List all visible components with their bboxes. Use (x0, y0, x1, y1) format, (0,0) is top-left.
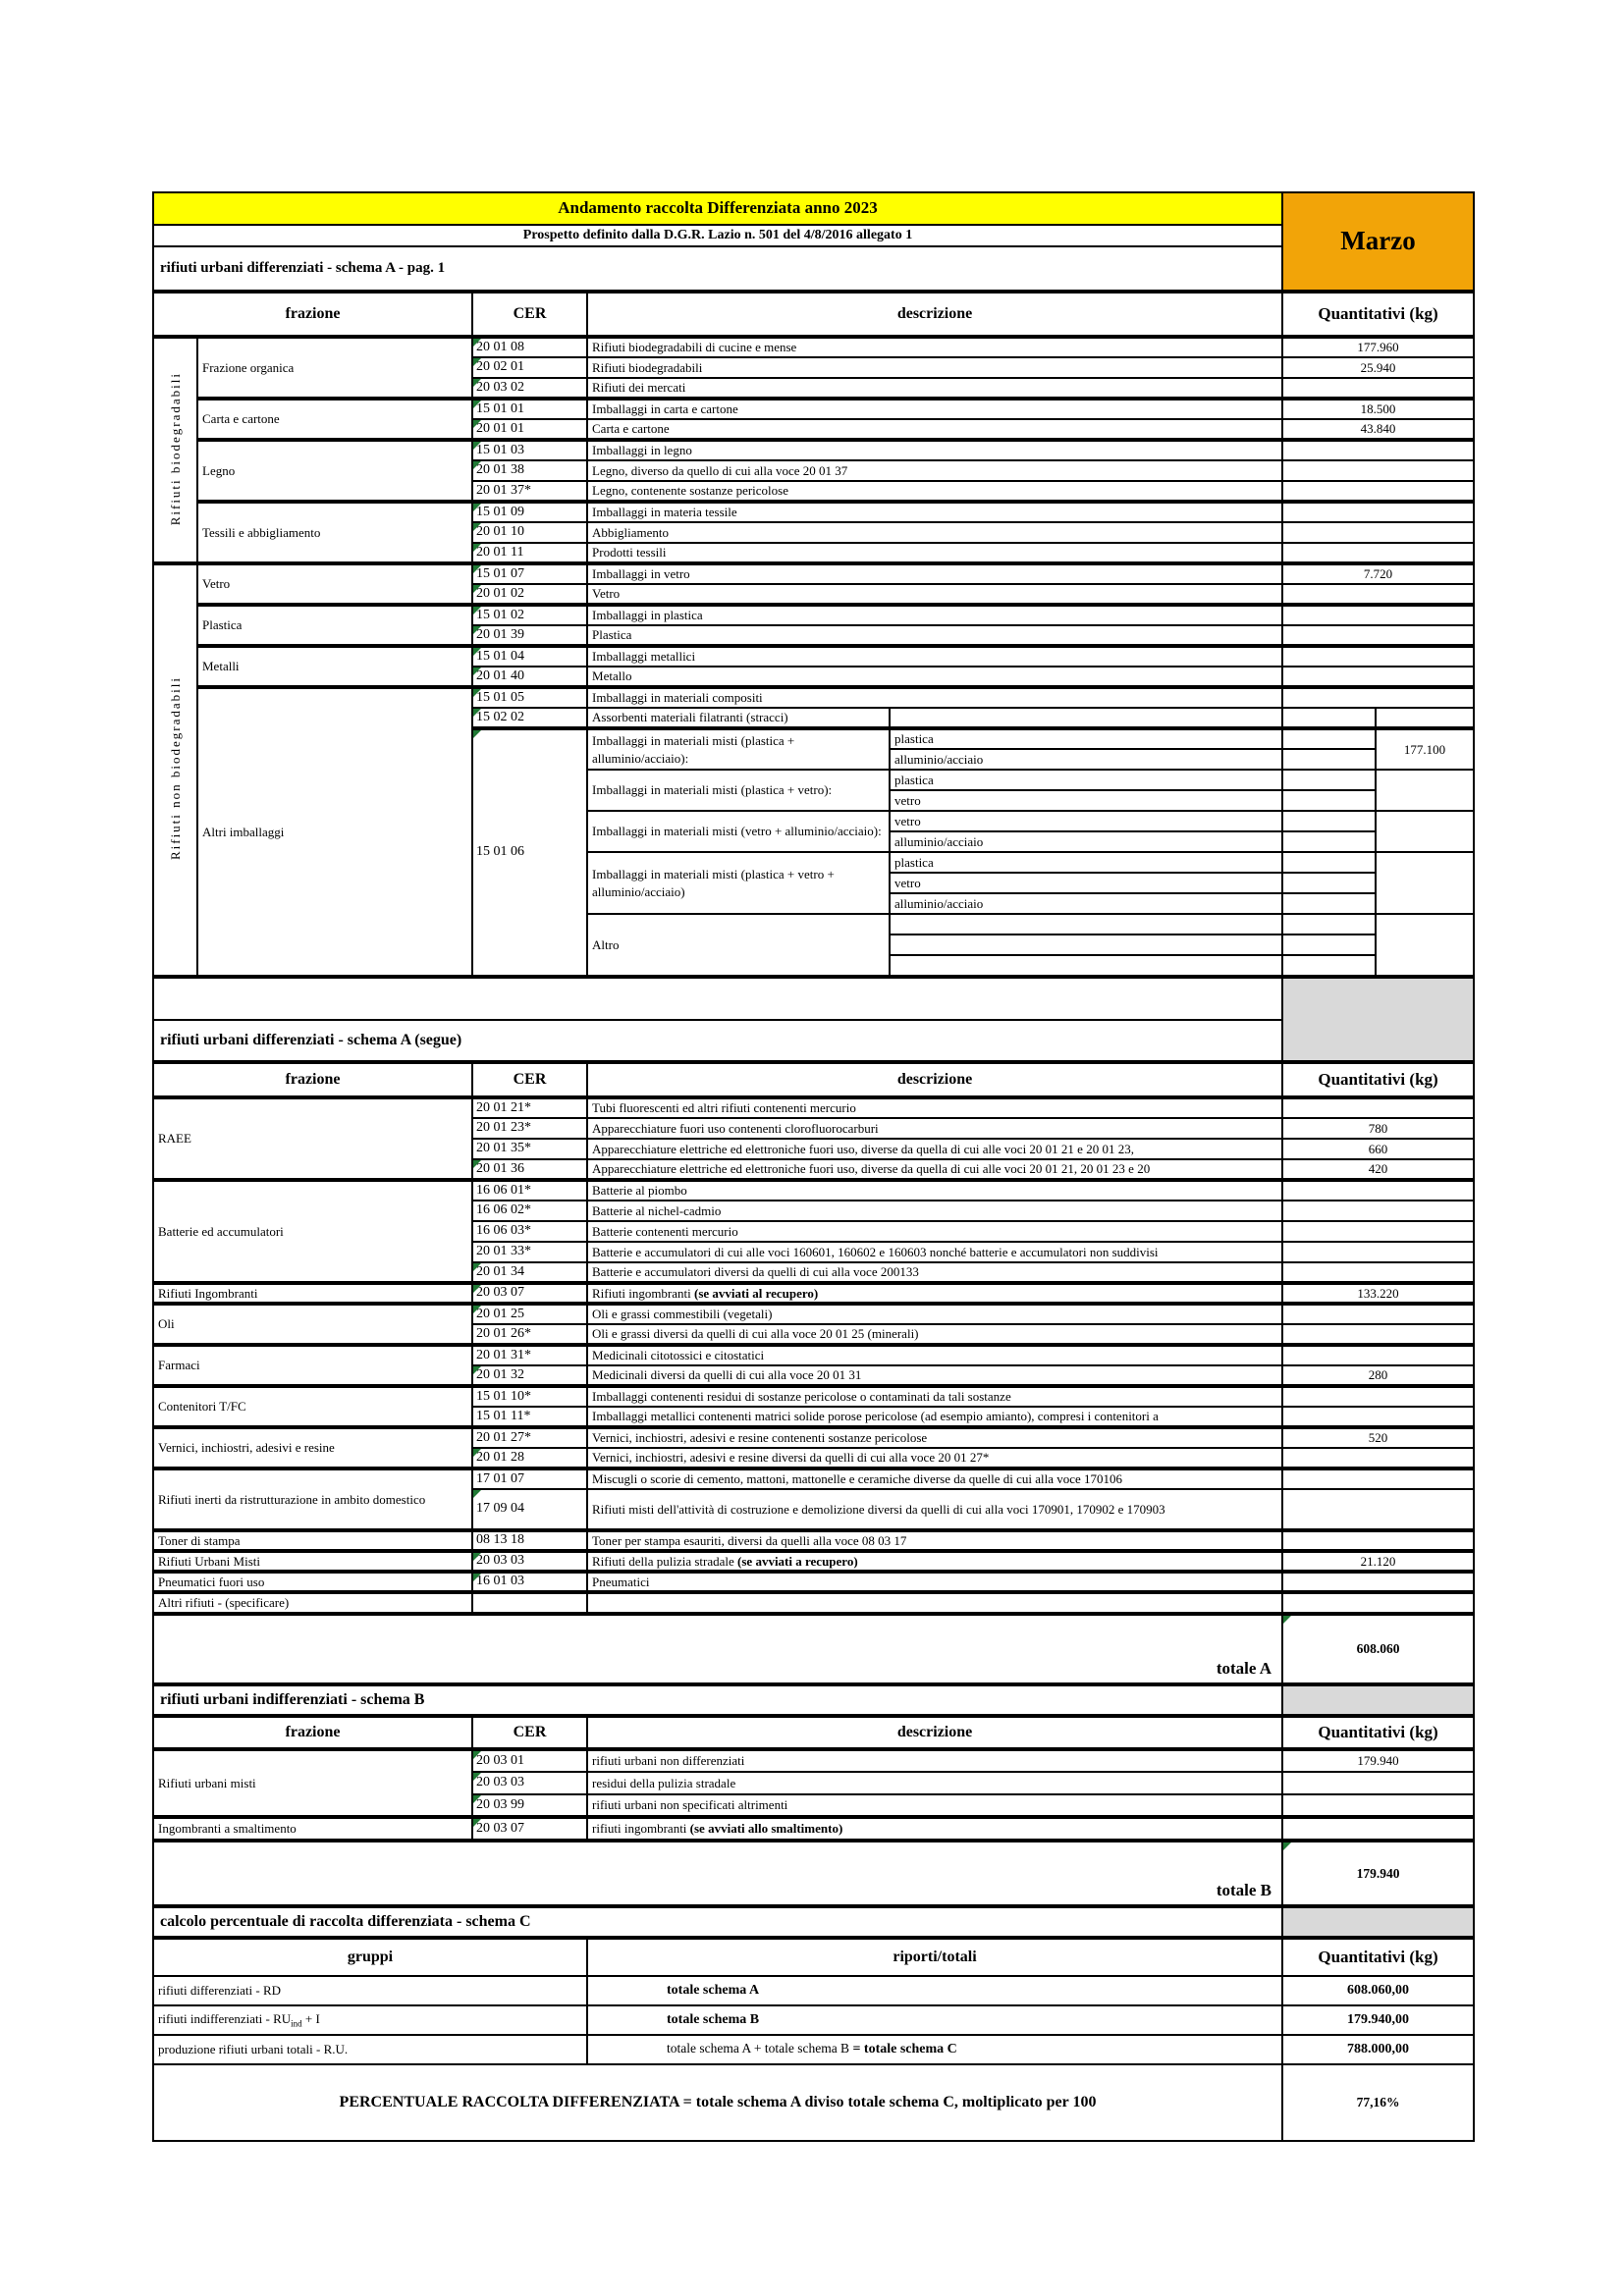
schema-b-table (152, 1716, 1475, 1841)
totale-b-label: totale B (153, 1842, 1282, 1905)
table-row (153, 1530, 1474, 1551)
desc-label-cell: Altro (587, 914, 890, 976)
desc-cell: Medicinali diversi da quelli di cui alla voce 20 01 31 (587, 1365, 1282, 1386)
qty-cell: 43.840 (1282, 419, 1474, 440)
qty-cell (1282, 1448, 1474, 1468)
desc-cell: Rifiuti biodegradabili (587, 357, 1282, 378)
cer-cell: 20 01 31* (472, 1345, 587, 1365)
desc-cell: residui della pulizia stradale (587, 1772, 1282, 1794)
col-header-descrizione: descrizione (587, 293, 1282, 337)
qty-inner-cell (1282, 893, 1376, 914)
desc-cell: Apparecchiature elettriche ed elettroniche fuori uso, diverse da quella di cui alle voci 20 01 21 e 20 01 23, (587, 1139, 1282, 1159)
qty-cell (1282, 625, 1474, 646)
desc-cell: Imballaggi in legno (587, 440, 1282, 460)
material-cell: alluminio/acciaio (890, 831, 1282, 852)
desc-cell: Imballaggi in carta e cartone (587, 399, 1282, 419)
desc-cell: Imballaggi metallici (587, 646, 1282, 667)
qty-cell (1282, 1468, 1474, 1489)
cer-cell: 20 01 34 (472, 1262, 587, 1283)
table-row (153, 399, 1474, 419)
qty-inner-cell (1282, 934, 1376, 955)
material-cell: vetro (890, 873, 1282, 893)
desc-cell: Rifiuti ingombranti (se avviati al recupero) (587, 1283, 1282, 1304)
qty-cell (1282, 1242, 1474, 1262)
frazione-cell: Altri rifiuti - (specificare) (153, 1592, 472, 1613)
desc-cell: Batterie e accumulatori diversi da quelli di cui alla voce 200133 (587, 1262, 1282, 1283)
frazione-cell: Ingombranti a smaltimento (153, 1817, 472, 1840)
cer-cell: 15 01 03 (472, 440, 587, 460)
cer-cell: 20 02 01 (472, 357, 587, 378)
gruppo-text: rifiuti indifferenziati - RU (158, 2010, 292, 2026)
waste-report-sheet (152, 191, 1473, 2142)
cer-cell: 20 01 32 (472, 1365, 587, 1386)
schema-c-title: calcolo percentuale di raccolta differenziata - schema C (153, 1907, 1282, 1937)
percent-value: 77,16% (1282, 2064, 1474, 2141)
qty-cell (1282, 1772, 1474, 1794)
table-row (153, 1283, 1474, 1304)
qty-inner-cell (1282, 728, 1376, 749)
frazione-cell: Contenitori T/FC (153, 1386, 472, 1427)
qty-cell (1282, 1097, 1474, 1118)
qty-cell (1282, 1386, 1474, 1407)
cer-cell: 20 03 07 (472, 1283, 587, 1304)
qty-cell (1282, 687, 1474, 708)
desc-cell: Legno, diverso da quello di cui alla voce 20 01 37 (587, 460, 1282, 481)
cer-cell: 16 06 03* (472, 1221, 587, 1242)
cer-cell: 20 03 03 (472, 1772, 587, 1794)
qty-inner-cell (1282, 749, 1376, 770)
schema-c-table (152, 1938, 1475, 2142)
table-row (153, 563, 1474, 584)
desc-cell: Vernici, inchiostri, adesivi e resine contenenti sostanze pericolose (587, 1427, 1282, 1448)
qty-cell (1282, 1262, 1474, 1283)
desc-label-cell: Imballaggi in materiali misti (plastica + vetro + alluminio/acciaio) (587, 852, 890, 914)
qty-cell (1282, 1794, 1474, 1817)
frazione-cell: Metalli (197, 646, 472, 687)
cer-cell: 20 03 03 (472, 1551, 587, 1572)
table-row (153, 440, 1474, 460)
qty-outer-cell (1376, 811, 1474, 852)
cer-cell: 15 02 02 (472, 708, 587, 728)
desc-cell: Imballaggi in materiali compositi (587, 687, 1282, 708)
cer-cell (472, 1592, 587, 1613)
schema-c-title-row (152, 1906, 1475, 1938)
qty-outer-cell (1376, 914, 1474, 976)
material-cell: plastica (890, 770, 1282, 790)
percent-label: PERCENTUALE RACCOLTA DIFFERENZIATA = totale schema A diviso totale schema C, moltiplicato per 100 (153, 2064, 1282, 2141)
desc-cell: Rifiuti biodegradabili di cucine e mense (587, 337, 1282, 357)
qty-inner-cell (1282, 790, 1376, 811)
desc-label-cell: Imballaggi in materiali misti (vetro + alluminio/acciaio): (587, 811, 890, 852)
desc-cell: rifiuti ingombranti (se avviati allo smaltimento) (587, 1817, 1282, 1840)
desc-cell: Toner per stampa esauriti, diversi da quelli alla voce 08 03 17 (587, 1530, 1282, 1551)
cer-cell: 20 01 39 (472, 625, 587, 646)
desc-cell: Oli e grassi commestibili (vegetali) (587, 1304, 1282, 1324)
cer-cell: 20 01 37* (472, 481, 587, 502)
desc-cell: Batterie e accumulatori di cui alle voci 160601, 160602 e 160603 nonché batterie e accumulatori non suddivisi (587, 1242, 1282, 1262)
cer-cell: 20 01 26* (472, 1324, 587, 1345)
table-row (153, 1572, 1474, 1592)
frazione-cell: Rifiuti Ingombranti (153, 1283, 472, 1304)
desc-cell: Oli e grassi diversi da quelli di cui alla voce 20 01 25 (minerali) (587, 1324, 1282, 1345)
gruppo-cell (153, 2005, 587, 2035)
qty-cell (1282, 378, 1474, 399)
schema-a-segue-title: rifiuti urbani differenziati - schema A (segue) (153, 1020, 1282, 1061)
table-row (153, 1097, 1474, 1118)
schema-b-title: rifiuti urbani indifferenziati - schema B (153, 1685, 1282, 1715)
frazione-cell: Farmaci (153, 1345, 472, 1386)
qty-cell (1282, 1324, 1474, 1345)
gruppo-cell: rifiuti differenziati - RD (153, 1976, 587, 2005)
desc-cell: Medicinali citotossici e citostatici (587, 1345, 1282, 1365)
table-row (153, 605, 1474, 625)
frazione-cell: Frazione organica (197, 337, 472, 399)
schema-b-title-row (152, 1684, 1475, 1716)
desc-cell: Carta e cartone (587, 419, 1282, 440)
qty-cell: 780 (1282, 1118, 1474, 1139)
desc-cell: Batterie contenenti mercurio (587, 1221, 1282, 1242)
riporto-cell: totale schema A (587, 1976, 1282, 2005)
cer-cell: 20 01 40 (472, 667, 587, 687)
desc-cell: Prodotti tessili (587, 543, 1282, 563)
col-header-frazione: frazione (153, 1063, 472, 1097)
frazione-cell: Plastica (197, 605, 472, 646)
desc-cell: rifiuti urbani non specificati altrimenti (587, 1794, 1282, 1817)
cer-cell: 15 01 06 (472, 728, 587, 976)
material-cell: plastica (890, 728, 1282, 749)
cer-cell: 15 01 10* (472, 1386, 587, 1407)
totale-a-row (152, 1614, 1475, 1684)
frazione-cell: Vetro (197, 563, 472, 605)
desc-cell: Vetro (587, 584, 1282, 605)
cer-cell: 08 13 18 (472, 1530, 587, 1551)
qty-cell: 788.000,00 (1282, 2035, 1474, 2064)
cer-cell: 20 01 02 (472, 584, 587, 605)
col-header-quantitativi: Quantitativi (kg) (1282, 293, 1474, 337)
gruppo-subscript: ind (291, 2018, 302, 2029)
col-header-cer: CER (472, 293, 587, 337)
cer-cell: 15 01 07 (472, 563, 587, 584)
schema-a2-table (152, 1062, 1475, 1614)
table-row (153, 646, 1474, 667)
totale-b-row (152, 1841, 1475, 1906)
totale-b-qty: 179.940 (1282, 1842, 1474, 1905)
cer-cell: 17 09 04 (472, 1489, 587, 1530)
riporto-cell (587, 2035, 1282, 2064)
desc-cell: Apparecchiature fuori uso contenenti clorofluorocarburi (587, 1118, 1282, 1139)
gray-spacer-cell (1282, 1685, 1474, 1715)
table-row (153, 1180, 1474, 1201)
material-cell: plastica (890, 852, 1282, 873)
cer-cell: 20 03 07 (472, 1817, 587, 1840)
cer-cell: 20 03 99 (472, 1794, 587, 1817)
cer-cell: 20 01 27* (472, 1427, 587, 1448)
schema-a1-table (152, 292, 1475, 977)
cer-cell: 20 03 02 (472, 378, 587, 399)
table-row (153, 1427, 1474, 1448)
cer-cell: 15 01 04 (472, 646, 587, 667)
qty-cell: 280 (1282, 1365, 1474, 1386)
gray-spacer-cell (1282, 1907, 1474, 1937)
cer-cell: 16 06 01* (472, 1180, 587, 1201)
desc-cell: Abbigliamento (587, 522, 1282, 543)
qty-cell (1282, 1180, 1474, 1201)
totale-a-label: totale A (153, 1615, 1282, 1683)
cer-cell: 20 01 28 (472, 1448, 587, 1468)
qty-cell: 608.060,00 (1282, 1976, 1474, 2005)
frazione-cell: Tessili e abbigliamento (197, 502, 472, 563)
report-subtitle: Prospetto definito dalla D.G.R. Lazio n. 501 del 4/8/2016 allegato 1 (153, 225, 1282, 246)
qty-inner-cell (1282, 831, 1376, 852)
frazione-cell: Toner di stampa (153, 1530, 472, 1551)
schema-a-segue-band (152, 977, 1475, 1062)
frazione-cell: Rifiuti inerti da ristrutturazione in ambito domestico (153, 1468, 472, 1530)
qty-cell (1282, 1201, 1474, 1221)
qty-cell (1282, 584, 1474, 605)
percent-row (153, 2064, 1474, 2141)
frazione-cell: RAEE (153, 1097, 472, 1180)
desc-cell: Rifiuti della pulizia stradale (se avviati a recupero) (587, 1551, 1282, 1572)
qty-cell (1282, 1221, 1474, 1242)
qty-outer-cell (1376, 852, 1474, 914)
table-row (153, 1386, 1474, 1407)
material-cell (890, 708, 1282, 728)
month-badge: Marzo (1282, 192, 1474, 291)
col-header-quantitativi: Quantitativi (kg) (1282, 1063, 1474, 1097)
gruppo-cell: produzione rifiuti urbani totali - R.U. (153, 2035, 587, 2064)
table-row (153, 1468, 1474, 1489)
cer-cell: 20 01 36 (472, 1159, 587, 1180)
qty-cell: 179.940 (1282, 1749, 1474, 1772)
qty-cell: 133.220 (1282, 1283, 1474, 1304)
table-row (153, 1304, 1474, 1324)
desc-cell: Miscugli o scorie di cemento, mattoni, mattonelle e ceramiche diverse da quelle di cui alla voce 170106 (587, 1468, 1282, 1489)
qty-cell: 420 (1282, 1159, 1474, 1180)
table-row (153, 1551, 1474, 1572)
report-title: Andamento raccolta Differenziata anno 2023 (153, 192, 1282, 225)
col-header-frazione: frazione (153, 293, 472, 337)
desc-label-cell: Imballaggi in materiali misti (plastica + alluminio/acciaio): (587, 728, 890, 770)
frazione-cell: Pneumatici fuori uso (153, 1572, 472, 1592)
qty-cell (1282, 1345, 1474, 1365)
table-row (153, 502, 1474, 522)
qty-cell (1282, 543, 1474, 563)
desc-cell: Batterie al piombo (587, 1180, 1282, 1201)
table-row (153, 1345, 1474, 1365)
cer-cell: 15 01 01 (472, 399, 587, 419)
qty-inner-cell (1282, 852, 1376, 873)
category-vertical-label: Rifiuti non biodegradabili (153, 563, 197, 976)
riporto-total-text: = totale schema C (852, 2042, 957, 2057)
qty-inner-cell (1282, 770, 1376, 790)
qty-inner-cell (1282, 914, 1376, 934)
col-header-cer: CER (472, 1717, 587, 1749)
desc-label-cell: Assorbenti materiali filatranti (stracci) (587, 708, 890, 728)
desc-cell: Imballaggi in vetro (587, 563, 1282, 584)
material-cell: vetro (890, 811, 1282, 831)
table-row (153, 2035, 1474, 2064)
qty-cell (1282, 1489, 1474, 1530)
material-cell: alluminio/acciaio (890, 893, 1282, 914)
schema-a-title: rifiuti urbani differenziati - schema A - pag. 1 (153, 246, 1282, 291)
desc-cell: Metallo (587, 667, 1282, 687)
cer-cell: 15 01 02 (472, 605, 587, 625)
material-cell (890, 955, 1282, 976)
qty-cell: 179.940,00 (1282, 2005, 1474, 2035)
desc-cell: Legno, contenente sostanze pericolose (587, 481, 1282, 502)
qty-cell (1282, 667, 1474, 687)
cer-cell: 20 01 25 (472, 1304, 587, 1324)
cer-cell: 20 01 08 (472, 337, 587, 357)
qty-cell: 177.960 (1282, 337, 1474, 357)
col-header-quantitativi: Quantitativi (kg) (1282, 1717, 1474, 1749)
blank-band-cell (153, 978, 1282, 1020)
frazione-cell: Oli (153, 1304, 472, 1345)
frazione-cell: Rifiuti Urbani Misti (153, 1551, 472, 1572)
qty-cell (1282, 646, 1474, 667)
desc-cell: Rifiuti misti dell'attività di costruzione e demolizione diversi da quelli di cui alla voci 170901, 170902 e 170903 (587, 1489, 1282, 1530)
qty-cell: 520 (1282, 1427, 1474, 1448)
frazione-cell: Carta e cartone (197, 399, 472, 440)
qty-cell: 7.720 (1282, 563, 1474, 584)
desc-cell: rifiuti urbani non differenziati (587, 1749, 1282, 1772)
qty-inner-cell (1282, 708, 1376, 728)
cer-cell: 20 01 21* (472, 1097, 587, 1118)
table-row (153, 1749, 1474, 1772)
cer-cell: 17 01 07 (472, 1468, 587, 1489)
qty-cell (1282, 440, 1474, 460)
qty-cell (1282, 460, 1474, 481)
frazione-cell: Legno (197, 440, 472, 502)
qty-cell (1282, 1304, 1474, 1324)
cer-cell: 20 01 23* (472, 1118, 587, 1139)
qty-cell (1282, 481, 1474, 502)
qty-outer-cell: 177.100 (1376, 728, 1474, 770)
qty-cell: 25.940 (1282, 357, 1474, 378)
qty-cell (1282, 1407, 1474, 1427)
qty-cell (1282, 1592, 1474, 1613)
desc-cell: Imballaggi metallici contenenti matrici solide porose pericolose (ad esempio amianto), compresi i contenitori a (587, 1407, 1282, 1427)
desc-cell: Plastica (587, 625, 1282, 646)
desc-cell: Tubi fluorescenti ed altri rifiuti contenenti mercurio (587, 1097, 1282, 1118)
cer-cell: 15 01 11* (472, 1407, 587, 1427)
desc-label-cell: Imballaggi in materiali misti (plastica + vetro): (587, 770, 890, 811)
desc-cell: Pneumatici (587, 1572, 1282, 1592)
qty-cell (1282, 1817, 1474, 1840)
frazione-cell: Vernici, inchiostri, adesivi e resine (153, 1427, 472, 1468)
qty-cell (1282, 1530, 1474, 1551)
desc-cell: Rifiuti dei mercati (587, 378, 1282, 399)
cer-cell: 16 06 02* (472, 1201, 587, 1221)
qty-inner-cell (1282, 955, 1376, 976)
col-header-cer: CER (472, 1063, 587, 1097)
cer-cell: 20 01 01 (472, 419, 587, 440)
frazione-cell: Rifiuti urbani misti (153, 1749, 472, 1817)
col-header-descrizione: descrizione (587, 1063, 1282, 1097)
cer-cell: 15 01 05 (472, 687, 587, 708)
material-cell (890, 914, 1282, 934)
totale-a-qty: 608.060 (1282, 1615, 1474, 1683)
desc-cell: Imballaggi in materia tessile (587, 502, 1282, 522)
table-row (153, 687, 1474, 708)
qty-cell: 660 (1282, 1139, 1474, 1159)
cer-cell: 20 03 01 (472, 1749, 587, 1772)
col-header-gruppi: gruppi (153, 1939, 587, 1976)
material-cell: alluminio/acciaio (890, 749, 1282, 770)
col-header-frazione: frazione (153, 1717, 472, 1749)
qty-cell: 21.120 (1282, 1551, 1474, 1572)
cer-cell: 20 01 10 (472, 522, 587, 543)
cer-cell: 16 01 03 (472, 1572, 587, 1592)
table-row (153, 2005, 1474, 2035)
gruppo-text: + I (301, 2010, 320, 2026)
cer-cell: 20 01 11 (472, 543, 587, 563)
desc-cell: Vernici, inchiostri, adesivi e resine diversi da quelli di cui alla voce 20 01 27* (587, 1448, 1282, 1468)
qty-inner-cell (1282, 811, 1376, 831)
qty-outer-cell (1376, 770, 1474, 811)
material-cell: vetro (890, 790, 1282, 811)
gray-spacer-cell (1282, 978, 1474, 1061)
desc-cell (587, 1592, 1282, 1613)
col-header-quantitativi: Quantitativi (kg) (1282, 1939, 1474, 1976)
col-header-riporti: riporti/totali (587, 1939, 1282, 1976)
desc-cell: Imballaggi contenenti residui di sostanze pericolose o contaminati da tali sostanze (587, 1386, 1282, 1407)
riporto-cell: totale schema B (587, 2005, 1282, 2035)
desc-cell: Batterie al nichel-cadmio (587, 1201, 1282, 1221)
riporto-text: totale schema A + totale schema B (667, 2041, 853, 2056)
desc-cell: Imballaggi in plastica (587, 605, 1282, 625)
table-row (153, 337, 1474, 357)
qty-cell (1282, 502, 1474, 522)
frazione-cell: Batterie ed accumulatori (153, 1180, 472, 1283)
cer-cell: 20 01 35* (472, 1139, 587, 1159)
cer-cell: 20 01 33* (472, 1242, 587, 1262)
qty-cell: 18.500 (1282, 399, 1474, 419)
report-header-table (152, 191, 1475, 292)
cer-cell: 15 01 09 (472, 502, 587, 522)
qty-cell (1282, 605, 1474, 625)
qty-cell (1282, 1572, 1474, 1592)
category-vertical-label: Rifiuti biodegradabili (153, 337, 197, 563)
desc-cell: Apparecchiature elettriche ed elettroniche fuori uso, diverse da quella di cui alle voci 20 01 21, 20 01 23 e 20 (587, 1159, 1282, 1180)
cer-cell: 20 01 38 (472, 460, 587, 481)
table-row (153, 1976, 1474, 2005)
qty-inner-cell (1282, 873, 1376, 893)
qty-outer-cell (1376, 708, 1474, 728)
table-row (153, 1817, 1474, 1840)
material-cell (890, 934, 1282, 955)
table-row (153, 1592, 1474, 1613)
frazione-cell: Altri imballaggi (197, 687, 472, 976)
qty-cell (1282, 522, 1474, 543)
col-header-descrizione: descrizione (587, 1717, 1282, 1749)
